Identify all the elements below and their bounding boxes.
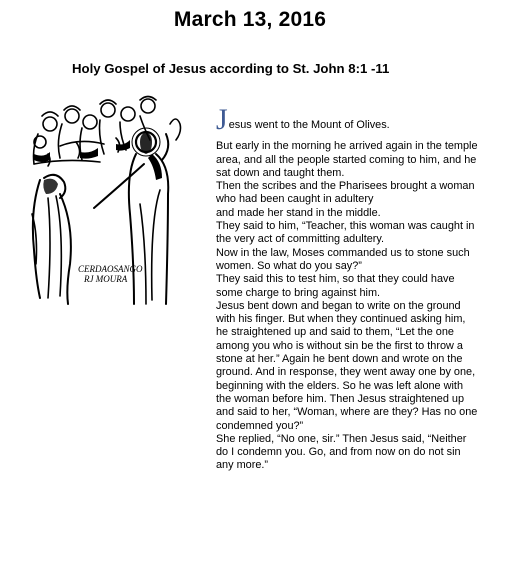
- artist-signature: CERDAOSANGO RJ MOURA: [78, 264, 143, 284]
- page-date: March 13, 2016: [173, 8, 327, 31]
- gospel-paragraph: She replied, “No one, sir.” Then Jesus said, “Neither do I condemn you. Go, and from now on do not sin any more.”: [216, 432, 467, 472]
- gospel-paragraph: But early in the morning he arrived again in the temple area, and all the people started coming to him, and he sat down and taught them.: [216, 140, 478, 179]
- jesus-and-adulteress-illustration: [20, 94, 196, 310]
- gospel-passage: [216, 103, 478, 473]
- gospel-paragraph: Now in the law, Moses commanded us to stone such women. So what do you say?”: [216, 246, 470, 272]
- gospel-paragraph: and made her stand in the middle.: [216, 206, 381, 219]
- gospel-paragraph: Then the scribes and the Pharisees brought a woman who had been caught in adultery: [216, 180, 475, 206]
- gospel-paragraph: Jesus bent down and began to write on the ground with his finger. But when they continued asking him, he straightened up and said to them, “Let the one among you who is without sin be the first to throw a stone at her.” Again he bent down and wrote on the ground. And in response, they went away one by one, beginning with the elders. So he was left alone with the woman before him. Then Jesus straightened up and said to her, “Woman, where are they? Has no one condemned you?”: [216, 299, 478, 432]
- opening-text: esus went to the Mount of Olives.: [228, 119, 390, 131]
- gospel-reference-title: Holy Gospel of Jesus according to St. John 8:1 -11: [72, 61, 390, 76]
- drop-cap-letter: J: [216, 103, 228, 136]
- gospel-paragraph: They said this to test him, so that they could have some charge to bring against him.: [216, 273, 455, 299]
- gospel-opening-line: [216, 103, 478, 136]
- gospel-paragraph: They said to him, “Teacher, this woman was caught in the very act of committing adultery.: [216, 220, 475, 246]
- woman-figure: [32, 175, 71, 304]
